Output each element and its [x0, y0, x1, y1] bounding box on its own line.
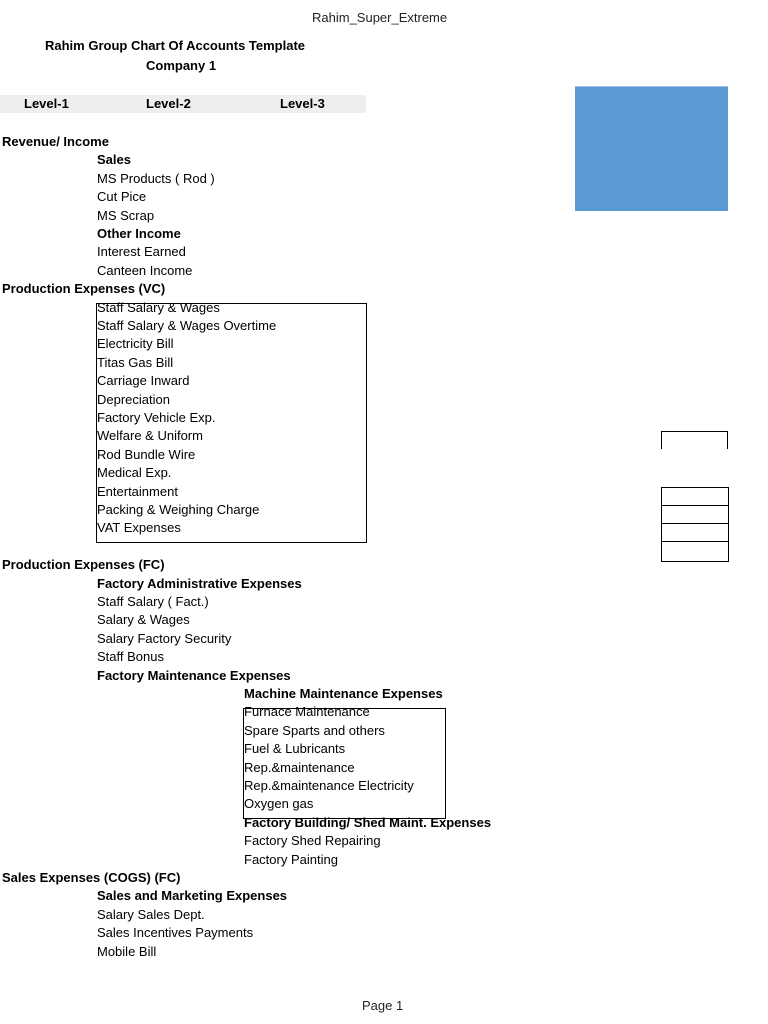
account-item: Canteen Income [97, 263, 193, 278]
level-2-header: Level-2 [146, 96, 191, 111]
account-item: Staff Salary & Wages [97, 300, 220, 315]
account-item: Fuel & Lubricants [244, 741, 346, 756]
account-item: Mobile Bill [97, 944, 157, 959]
account-item: Rod Bundle Wire [97, 447, 196, 462]
account-item: VAT Expenses [97, 520, 181, 535]
account-item: Rep.&maintenance Electricity [244, 778, 414, 793]
level-3-header: Level-3 [280, 96, 325, 111]
account-item: Depreciation [97, 392, 170, 407]
right-cell-box-1 [661, 487, 729, 506]
right-cell-top-line [661, 431, 728, 432]
account-heading: Sales [97, 152, 131, 167]
account-item: Furnace Maintenance [244, 704, 370, 719]
account-item: Rep.&maintenance [244, 760, 355, 775]
right-cell-box-2 [661, 505, 729, 524]
account-item: Entertainment [97, 484, 178, 499]
account-item: Sales Incentives Payments [97, 925, 254, 940]
account-heading: Sales Expenses (COGS) (FC) [2, 870, 181, 885]
file-name-header: Rahim_Super_Extreme [312, 10, 448, 25]
right-cell-box-4 [661, 541, 729, 562]
account-heading: Revenue/ Income [2, 134, 109, 149]
account-item: Carriage Inward [97, 373, 190, 388]
account-item: Packing & Weighing Charge [97, 502, 260, 517]
account-heading: Factory Maintenance Expenses [97, 668, 291, 683]
blue-chart-block [575, 86, 728, 211]
account-heading: Production Expenses (FC) [2, 557, 165, 572]
account-item: MS Scrap [97, 208, 155, 223]
account-item: Medical Exp. [97, 465, 172, 480]
account-heading: Machine Maintenance Expenses [244, 686, 443, 701]
account-heading: Other Income [97, 226, 181, 241]
right-cell-right-line [727, 431, 728, 449]
account-item: Oxygen gas [244, 796, 314, 811]
account-item: Salary Factory Security [97, 631, 232, 646]
account-heading: Factory Administrative Expenses [97, 576, 302, 591]
account-item: Cut Pice [97, 189, 147, 204]
company-name: Company 1 [146, 58, 217, 73]
account-item: MS Products ( Rod ) [97, 171, 215, 186]
account-heading: Factory Building/ Shed Maint. Expenses [244, 815, 492, 830]
account-item: Factory Shed Repairing [244, 833, 381, 848]
document-title: Rahim Group Chart Of Accounts Template [45, 38, 306, 53]
account-item: Staff Salary & Wages Overtime [97, 318, 277, 333]
account-heading: Production Expenses (VC) [2, 281, 166, 296]
account-item: Factory Vehicle Exp. [97, 410, 216, 425]
page-number: Page 1 [362, 998, 404, 1013]
vc-expense-box [96, 303, 367, 543]
level-1-header: Level-1 [24, 96, 69, 111]
account-item: Welfare & Uniform [97, 428, 203, 443]
account-item: Titas Gas Bill [97, 355, 174, 370]
account-item: Staff Salary ( Fact.) [97, 594, 209, 609]
right-cell-left-line [661, 431, 662, 449]
account-item: Interest Earned [97, 244, 186, 259]
account-item: Salary & Wages [97, 612, 190, 627]
account-item: Electricity Bill [97, 336, 174, 351]
account-item: Factory Painting [244, 852, 338, 867]
right-cell-box-3 [661, 523, 729, 542]
account-item: Spare Sparts and others [244, 723, 385, 738]
account-item: Staff Bonus [97, 649, 164, 664]
machine-maintenance-box [243, 708, 446, 819]
account-item: Salary Sales Dept. [97, 907, 205, 922]
account-heading: Sales and Marketing Expenses [97, 888, 288, 903]
